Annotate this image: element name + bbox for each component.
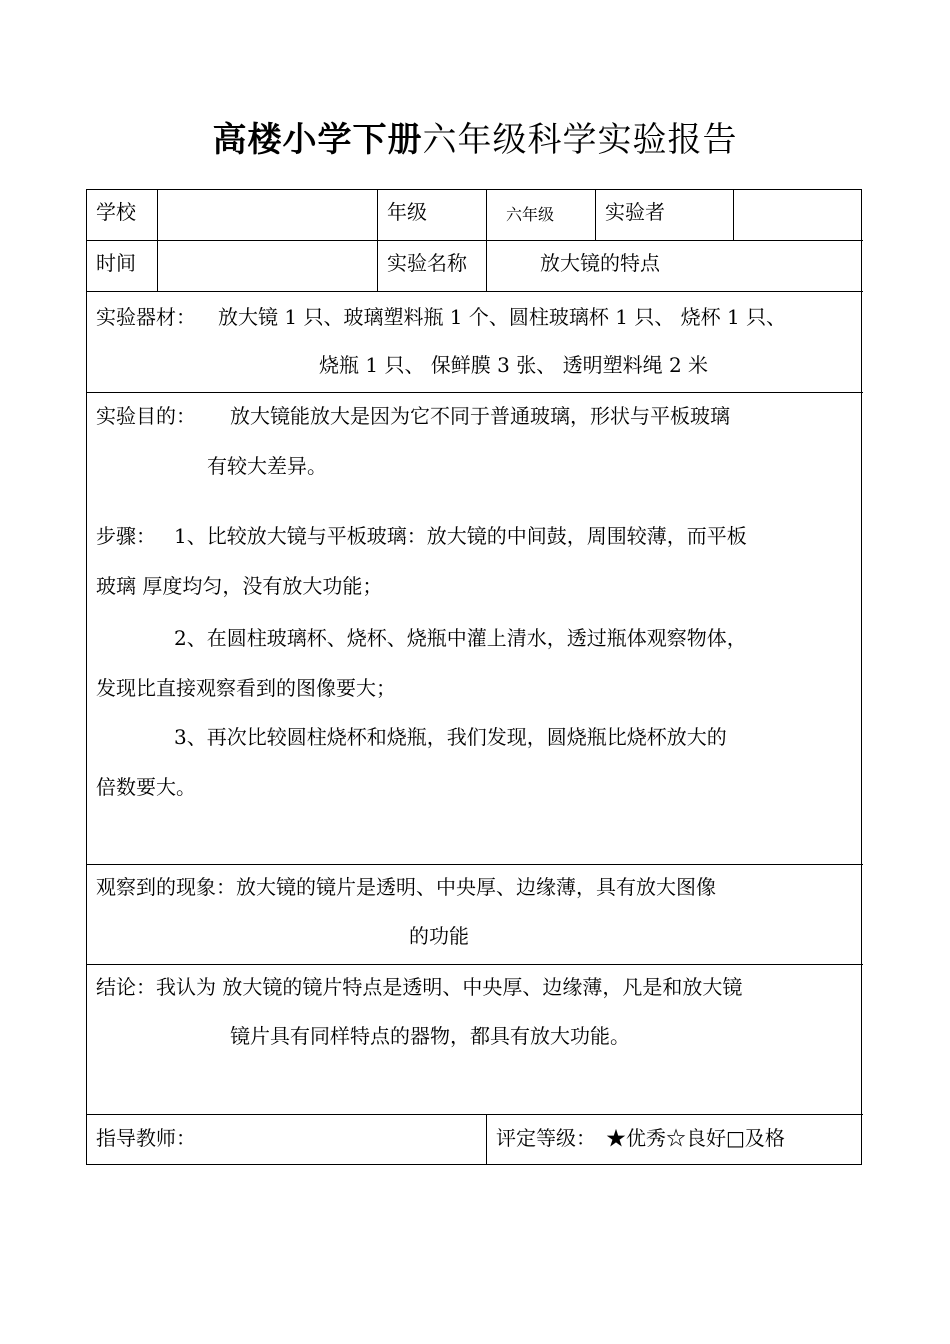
purpose-label: 实验目的：: [96, 404, 196, 428]
table-rule: [86, 392, 863, 393]
conclusion-text: 结论：我认为 放大镜的镜片特点是透明、中央厚、边缘薄，凡是和放大镜: [96, 975, 743, 999]
observation-text: 的功能: [409, 924, 469, 948]
time-label: 时间: [96, 251, 136, 275]
purpose-text: 放大镜能放大是因为它不同于普通玻璃，形状与平板玻璃: [230, 404, 730, 428]
step-text: 2、在圆柱玻璃杯、烧杯、烧瓶中灌上清水，透过瓶体观察物体，: [174, 626, 747, 650]
grade-field[interactable]: 六年级: [506, 205, 555, 224]
grade-label: 年级: [387, 200, 427, 224]
school-label: 学校: [96, 200, 136, 224]
table-rule: [733, 189, 734, 240]
step-text: 倍数要大。: [96, 775, 196, 799]
table-rule: [595, 189, 596, 240]
rating-options[interactable]: ★优秀☆良好□及格: [606, 1126, 785, 1150]
table-rule: [86, 864, 863, 865]
table-rule: [157, 189, 158, 291]
table-rule: [86, 291, 863, 292]
table-rule: [377, 189, 378, 291]
table-rule: [486, 1114, 487, 1165]
table-rule: [486, 189, 487, 291]
observation-text: 观察到的现象：放大镜的镜片是透明、中央厚、边缘薄，具有放大图像: [96, 875, 716, 899]
table-rule: [86, 1114, 863, 1115]
step-text: 3、再次比较圆柱烧杯和烧瓶，我们发现，圆烧瓶比烧杯放大的: [174, 725, 727, 749]
conclusion-text: 镜片具有同样特点的器物，都具有放大功能。: [230, 1024, 630, 1048]
experimenter-label: 实验者: [605, 200, 665, 224]
step-text: 发现比直接观察看到的图像要大；: [96, 676, 396, 700]
steps-label: 步骤：: [96, 524, 156, 548]
equipment-label: 实验器材：: [96, 305, 196, 329]
teacher-label: 指导教师：: [96, 1126, 196, 1150]
table-rule: [86, 240, 863, 241]
purpose-text: 有较大差异。: [207, 454, 327, 478]
equipment-text: 烧瓶 1 只、 保鲜膜 3 张、 透明塑料绳 2 米: [319, 353, 709, 377]
title-school: 高楼小学下册: [212, 120, 423, 160]
rating-label: 评定等级：: [496, 1126, 596, 1150]
equipment-text: 放大镜 1 只、玻璃塑料瓶 1 个、圆柱玻璃杯 1 只、 烧杯 1 只、: [218, 305, 787, 329]
step-text: 1、比较放大镜与平板玻璃：放大镜的中间鼓，周围较薄，而平板: [174, 524, 747, 548]
experiment-name-label: 实验名称: [387, 251, 467, 275]
title-report: 六年级科学实验报告: [422, 120, 738, 160]
page-title: [0, 112, 950, 168]
step-text: 玻璃 厚度均匀，没有放大功能；: [96, 574, 383, 598]
table-rule: [86, 964, 863, 965]
experiment-name-field[interactable]: 放大镜的特点: [540, 251, 660, 275]
